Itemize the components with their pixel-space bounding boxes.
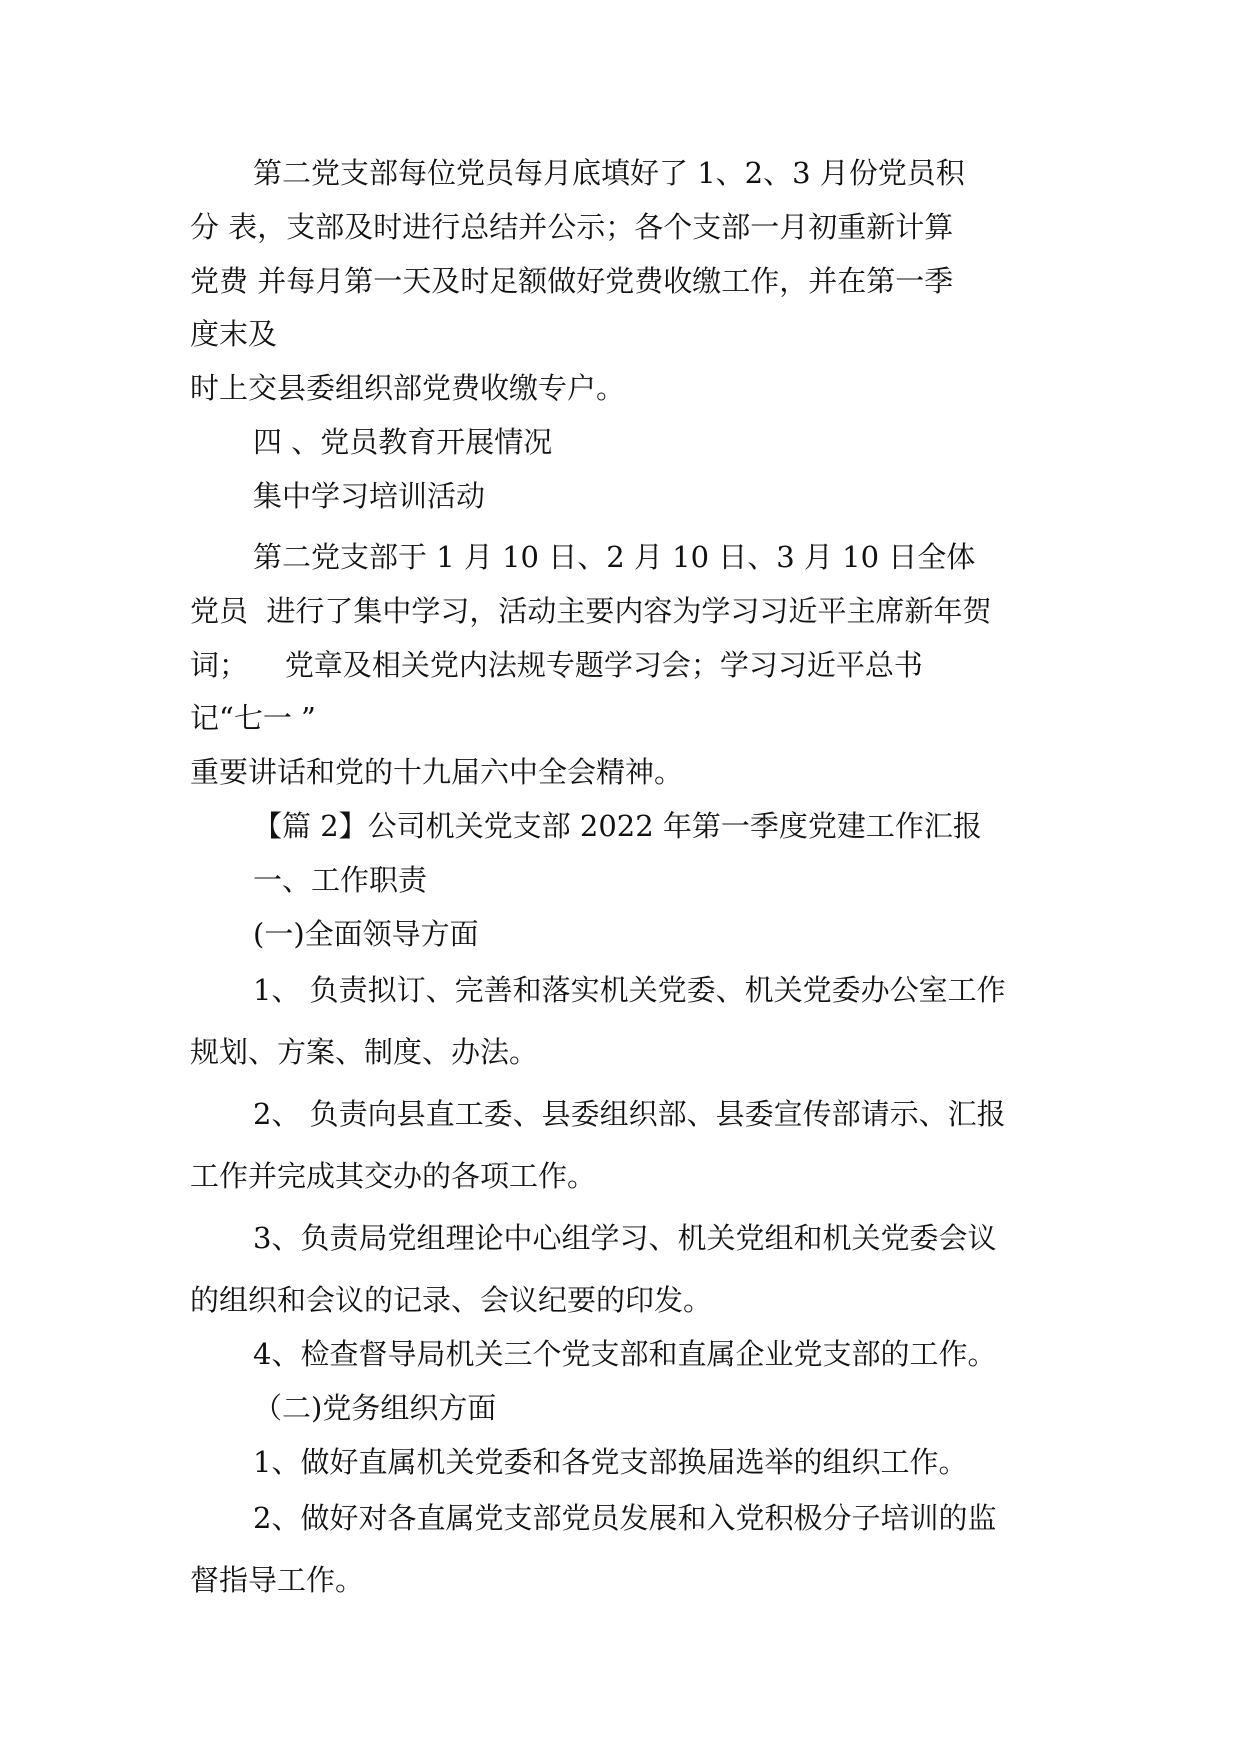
- list-item-line: 规划、方案、制度、办法。: [190, 1035, 539, 1069]
- paragraph-line: 词； 党章及相关党内法规专题学习会；学习习近平总书: [190, 648, 923, 682]
- list-item-line: 1、做好直属机关党委和各党支部换届选举的组织工作。: [253, 1445, 968, 1479]
- paragraph-line: 第二党支部每位党员每月底填好了 1、2、3 月份党员积: [253, 156, 965, 190]
- section-heading: 一、工作职责: [253, 863, 428, 897]
- list-item-line: 2、 负责向县直工委、县委组织部、县委宣传部请示、汇报: [253, 1097, 1006, 1131]
- paragraph-line: 度末及: [190, 317, 278, 351]
- paragraph-line: 记“七一 ”: [190, 701, 316, 735]
- paragraph-line: 时上交县委组织部党费收缴专户。: [190, 371, 626, 405]
- article-title: 【篇 2】公司机关党支部 2022 年第一季度党建工作汇报: [253, 809, 982, 843]
- paragraph-line: 第二党支部于 1 月 10 日、2 月 10 日、3 月 10 日全体: [253, 540, 976, 574]
- list-item-line: 2、做好对各直属党支部党员发展和入党积极分子培训的监: [253, 1501, 997, 1535]
- list-item-line: 督指导工作。: [190, 1563, 365, 1597]
- paragraph-line: 分 表，支部及时进行总结并公示；各个支部一月初重新计算: [190, 210, 954, 244]
- paragraph-line: 党费 并每月第一天及时足额做好党费收缴工作，并在第一季: [190, 264, 954, 298]
- section-heading: 四 、党员教育开展情况: [253, 425, 553, 459]
- subsection-heading: (一)全面领导方面: [253, 917, 479, 951]
- list-item-line: 的组织和会议的记录、会议纪要的印发。: [190, 1283, 713, 1317]
- subsection-heading: （二)党务组织方面: [253, 1391, 497, 1425]
- list-item-line: 3、负责局党组理论中心组学习、机关党组和机关党委会议: [253, 1221, 997, 1255]
- list-item-line: 4、检查督导局机关三个党支部和直属企业党支部的工作。: [253, 1337, 997, 1371]
- paragraph-line: 党员 进行了集中学习，活动主要内容为学习习近平主席新年贺: [190, 594, 992, 628]
- subsection-heading: 集中学习培训活动: [253, 479, 486, 513]
- list-item-line: 工作并完成其交办的各项工作。: [190, 1159, 597, 1193]
- paragraph-line: 重要讲话和党的十九届六中全会精神。: [190, 755, 684, 789]
- list-item-line: 1、 负责拟订、完善和落实机关党委、机关党委办公室工作: [253, 973, 1006, 1007]
